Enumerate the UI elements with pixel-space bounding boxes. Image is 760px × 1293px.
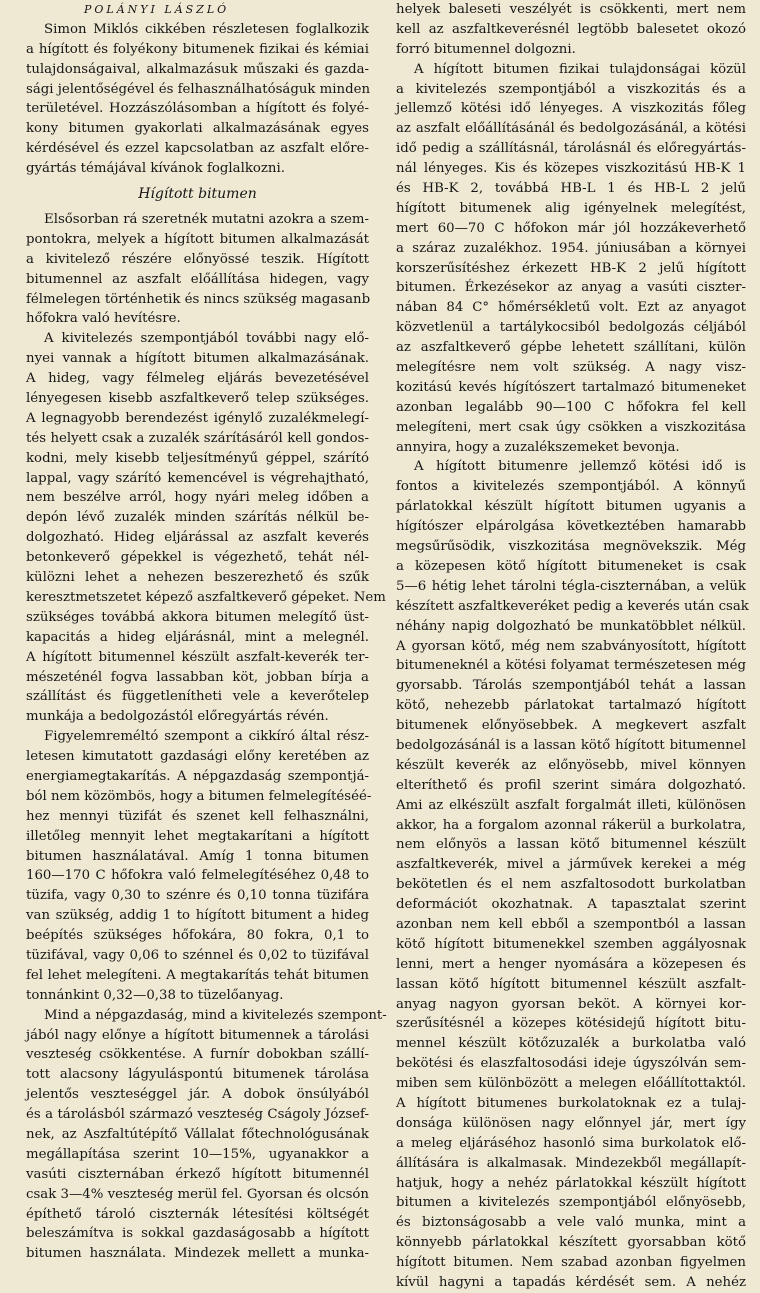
text-line: miben sem különbözött a melegen előállítottaktól. — [396, 1076, 746, 1092]
text-line: A hideg, vagy félmeleg eljárás bevezetésével — [26, 371, 369, 387]
text-line: hígított bitumenek alig igényelnek melegítést, — [396, 200, 746, 216]
text-line: bedolgozásánál is a lassan kötő hígított bitumennel — [396, 737, 746, 753]
text-line: bitumen a kivitelezés szempontjából előnyösebb, — [396, 1195, 746, 1211]
text-line: Simon Miklós cikkében részletesen foglalkozik — [44, 21, 369, 37]
text-line: 160—170 C hőfokra való felmelegítéséhez 0,48 to — [26, 868, 369, 884]
text-line: jellemző kötési idő lényeges. A viszkozitás főleg — [396, 101, 746, 117]
text-line: a száraz zuzalékhoz. 1954. júniusában a környei — [396, 240, 746, 256]
text-line: Elsősorban rá szeretnék mutatni azokra a szem- — [44, 212, 369, 228]
text-line: jelentős veszteséggel jár. A dobok önsúlyából — [26, 1087, 369, 1103]
text-line: bekötési és elaszfaltosodási ideje úgyszólván sem- — [396, 1056, 746, 1072]
text-line: gyártás témájával kívánok foglalkozni. — [26, 161, 285, 177]
text-line: állítására is alkalmasak. Mindezekből megállapít- — [396, 1155, 746, 1171]
text-line: fontos a kivitelezés szempontjából. A könnyű — [396, 479, 746, 495]
text-line: kell az aszfaltkeverésnél legtöbb balesetet okozó — [396, 21, 746, 37]
text-line: közvetlenül a tartálykocsiból bedolgozás céljából — [396, 320, 746, 336]
text-line: készült keverék az előnyösebb, mivel könnyen — [396, 757, 746, 773]
text-line: tulajdonságaival, alkalmazásuk műszaki és gazda- — [26, 61, 369, 77]
text-line: a kivitelező részére előnyössé teszik. Hígított — [26, 251, 369, 267]
text-line: elteríthető és profil szerint simára dolgozható. — [396, 777, 746, 793]
text-line: bekötetlen és el nem aszfaltosodott burkolatban — [396, 877, 746, 893]
text-line: dolgozható. Hideg eljárással az aszfalt keverés — [26, 530, 369, 546]
text-line: bitumen használata. Mindezek mellett a munka- — [26, 1246, 369, 1262]
text-line: készített aszfaltkeveréket pedig a keverés után csak — [396, 598, 749, 614]
text-line: nában 84 C° hőmérsékletű volt. Ezt az anyagot — [396, 300, 746, 316]
text-line: Figyelemreméltó szempont a cikkíró által rész- — [44, 729, 369, 745]
text-line: hígítószer elpárolgása következtében hamarabb — [396, 519, 746, 535]
text-line: melegítésre nem volt szükség. A nagy visz- — [396, 360, 746, 376]
text-line: A hígított bitumenes burkolatoknak ez a tulaj- — [396, 1095, 746, 1111]
text-line: ból nem közömbös, hogy a bitumen felmelegítéséé- — [26, 788, 372, 804]
text-line: pontokra, melyek a hígított bitumen alkalmazását — [26, 231, 369, 247]
text-line: azonban nem kell ebből a szempontból a lassan — [396, 916, 746, 932]
text-line: forró bitumennel dolgozni. — [396, 41, 576, 57]
text-line: 5—6 hétig lehet tárolni tégla-ciszternában, a velük — [396, 578, 746, 594]
text-line: szállítást és függetlenítheti vele a keverőtelep — [26, 689, 369, 705]
text-line: beleszámítva is sokkal gazdaságosabb a hígított — [26, 1226, 369, 1242]
running-head: POLÁNYI LÁSZLÓ — [84, 3, 230, 16]
text-line: csak 3—4% veszteség merül fel. Gyorsan és olcsón — [26, 1186, 369, 1202]
text-line: kérdésével és ezzel kapcsolatban az aszfalt előre- — [26, 141, 369, 157]
text-line: lappal, vagy szárító kemencével is végrehajtható, — [26, 470, 369, 486]
text-line: kívül hagyni a tapadás kérdését sem. A nehéz — [396, 1275, 746, 1290]
text-line: és biztonságosabb a vele való munka, mint a — [396, 1215, 746, 1231]
text-line: beépítés szükséges hőfokára, 80 fokra, 0,1 to — [26, 928, 369, 944]
section-heading: Hígított bitumen — [138, 186, 257, 203]
text-line: megállapítása szerint 10—15%, ugyanakkor a — [26, 1146, 369, 1162]
text-line: lényegesen kisebb aszfaltkeverő telep szükséges. — [26, 391, 369, 407]
text-line: energiamegtakarítás. A népgazdaság szempontjá- — [26, 768, 369, 784]
paragraph — [396, 60, 746, 458]
text-line: betonkeverő gépekkel is végezhető, tehát nél- — [26, 550, 369, 566]
text-line: akkor, ha a forgalom azonnal rákerül a burkolatra, — [396, 817, 746, 833]
text-line: munkája a bedolgozástól előregyártás révén. — [26, 709, 329, 725]
text-line: van szükség, addig 1 to hígított bitument a hideg — [26, 908, 369, 924]
text-line: tott alacsony lágyuláspontú bitumenek tárolása — [26, 1067, 369, 1083]
text-line: korszerűsítéshez érkezett HB-K 2 jelű hígított — [396, 260, 746, 276]
text-line: lenni, mert a henger nyomására a közepesen és — [396, 956, 746, 972]
text-line: nem beszélve arról, hogy nyári meleg időben a — [26, 490, 369, 506]
text-line: a kivitelezés szempontjából a viszkozitás és a — [396, 81, 746, 97]
text-line: gyorsabb. Tárolás szempontjából tehát a lassan — [396, 678, 746, 694]
text-line: mészeténél fogva lassabban köt, jobban bírja a — [26, 669, 369, 685]
text-line: tüzifával, vagy 0,06 to szénnel és 0,02 to tüzifával — [26, 947, 369, 963]
text-line: külözni lehet a nehezen beszerezhető és szűk — [26, 570, 369, 586]
text-line: nyei vannak a hígított bitumen alkalmazásának. — [26, 351, 369, 367]
text-line: az aszfaltkeverő gépbe lehetett szállítani, külön — [396, 340, 746, 356]
text-line: félmelegen történhetik és nincs szükség magasanb — [26, 291, 371, 307]
text-line: nem előnyös a lassan kötő bitumennel készült — [396, 837, 746, 853]
text-line: a hígított és folyékony bitumenek fizikai és kémiai — [26, 41, 369, 57]
text-line: néhány napig dolgozható be munkatöbblet nélkül. — [396, 618, 746, 634]
text-line: kozitású kevés hígítószert tartalmazó bitumeneket — [396, 379, 746, 395]
text-line: építhető tároló ciszternák létesítési költségét — [26, 1206, 369, 1222]
text-line: Ami az elkészült aszfalt forgalmát illeti, különösen — [396, 797, 746, 813]
text-line: kötő hígított bitumenekkel szemben aggályosnak — [396, 936, 746, 952]
text-line: A gyorsan kötő, még nem szabványosított, hígított — [396, 638, 746, 654]
paragraph — [396, 457, 749, 1292]
text-line: A hígított bitumennel készült aszfalt-keverék ter- — [26, 649, 369, 665]
text-line: A kivitelezés szempontjából további nagy elő- — [44, 331, 369, 347]
text-line: annyira, hogy a zuzalékszemeket bevonja. — [396, 439, 680, 455]
text-line: A hígított bitumenre jellemző kötési idő is — [414, 459, 746, 475]
right-column-body — [396, 0, 749, 1293]
text-line: lassan kötő hígított bitumennel készült aszfalt- — [396, 976, 746, 992]
text-line: kony bitumen gyakorlati alkalmazásának egyes — [26, 121, 369, 137]
text-line: könnyebb párlatokkal készített gyorsabban kötő — [396, 1235, 746, 1251]
paragraph — [26, 727, 372, 1005]
text-line: és HB-K 2, továbbá HB-L 1 és HB-L 2 jelű — [396, 181, 746, 197]
text-line: anyag nagyon gyorsan beköt. A környei kor- — [396, 996, 746, 1012]
text-line: kodni, mely kisebb teljesítményű géppel, szárító — [26, 450, 369, 466]
text-line: vasúti ciszternában érkező hígított bitumennél — [26, 1166, 369, 1182]
text-line: hez mennyi tüzifát és szenet kell felhasználni, — [26, 808, 369, 824]
text-line: Mind a népgazdaság, mind a kivitelezés szempont- — [44, 1007, 387, 1023]
text-line: szerűsítésnél a közepes kötésidejű hígított bitu- — [396, 1016, 746, 1032]
text-line: azonban legalább 90—100 C hőfokra fel kell — [396, 399, 746, 415]
text-line: hígított bitumen. Nem szabad azonban figyelmen — [396, 1255, 746, 1271]
text-line: helyek baleseti veszélyét is csökkenti, mert nem — [396, 2, 746, 17]
text-line: területével. Hozzászólásomban a hígított és folyé- — [26, 101, 369, 117]
text-line: bitumen használatával. Amíg 1 tonna bitumen — [26, 848, 369, 864]
text-line: illetőleg mennyit lehet megtakarítani a hígított — [26, 828, 369, 844]
text-line: szükséges továbbá akkora bitumen melegítő üst- — [26, 609, 369, 625]
text-line: bitumennel az aszfalt előállítása hidegen, vagy — [26, 271, 369, 287]
left-column — [26, 0, 387, 1264]
text-line: depón lévő zuzalék minden szárítás nélkül be- — [26, 510, 369, 526]
paragraph — [26, 210, 369, 329]
text-line: melegíteni, mert csak úgy csökken a viszkozitása — [396, 419, 746, 435]
text-line: a meleg eljáráséhoz hasonló sima burkolatok elő- — [396, 1135, 746, 1151]
text-line: letesen kimutatott gazdasági előny keretében az — [26, 749, 369, 765]
text-line: tüzifa, vagy 0,30 to szénre és 0,10 tonna tüzifára — [26, 888, 369, 904]
text-line: és a tárolásból származó veszteség Cságoly József- — [26, 1107, 369, 1123]
text-line: tés helyett csak a zuzalék szárításáról kell gondos- — [26, 430, 369, 446]
paragraph — [26, 329, 386, 727]
text-line: idő pedig a szállításnál, tárolásnál és előregyártás- — [396, 141, 746, 157]
text-line: A legnagyobb berendezést igénylő zuzalékmelegí- — [26, 410, 369, 426]
text-line: donsága különösen nagy előnnyel jár, mert így — [396, 1115, 746, 1131]
text-line: fel lehet melegíteni. A megtakarítás tehát bitumen — [26, 967, 369, 983]
text-line: nek, az Aszfaltútépítő Vállalat főtechnológusának — [26, 1126, 369, 1142]
paragraph — [396, 0, 746, 60]
text-line: veszteség csökkentése. A furnír dobokban szállí- — [26, 1047, 369, 1063]
text-line: bitumenek előnyösebbek. A megkevert aszfalt — [396, 718, 746, 734]
text-line: hőfokra való hevítésre. — [26, 311, 181, 327]
text-line: bitumeneknél a kötési folyamat természetesen még — [396, 658, 746, 674]
text-line: A hígított bitumen fizikai tulajdonságai közül — [414, 61, 746, 77]
text-line: keresztmetszetet képező aszfaltkeverő gépeket. Nem — [26, 589, 386, 605]
text-line: bitumen. Érkezésekor az anyag a vasúti ciszter- — [396, 280, 746, 296]
text-line: sági jelentőségével és felhasználhatóságuk minden — [26, 81, 371, 97]
text-line: kapacitás a hideg eljárásnál, mint a melegnél. — [26, 629, 369, 645]
text-line: deformációt okozhatnak. A tapasztalat szerint — [396, 897, 746, 913]
text-line: kötő, nehezebb párlatokat tartalmazó hígított — [396, 698, 746, 714]
text-line: a közepesen kötő hígított bitumeneket is csak — [396, 558, 746, 574]
right-column — [396, 0, 749, 1293]
text-line: mennel készült kötőzuzalék a burkolatba való — [396, 1036, 746, 1052]
text-line: hatjuk, hogy a nehéz párlatokkal készült hígított — [396, 1175, 746, 1191]
text-line: aszfaltkeverék, mivel a járművek kerekei a még — [396, 857, 746, 873]
text-line: nál lényeges. Kis és közepes viszkozitású HB-K 1 — [396, 161, 746, 177]
text-line: megsűrűsödik, viszkozitása megnövekszik. Még — [396, 539, 746, 555]
text-line: tonnánkint 0,32—0,38 to tüzelőanyag. — [26, 987, 284, 1003]
text-line: párlatokkal készült hígított bitumen ugyanis a — [396, 499, 746, 515]
text-line: mert 60—70 C hőfokon már jól hozzákeverhető — [396, 220, 746, 236]
paragraph — [26, 1006, 387, 1265]
paragraph — [26, 20, 369, 179]
text-line: az aszfalt előállításánál és bedolgozásánál, a kötési — [396, 121, 746, 137]
text-line: jából nagy előnye a hígított bitumennek a tárolási — [26, 1027, 369, 1043]
